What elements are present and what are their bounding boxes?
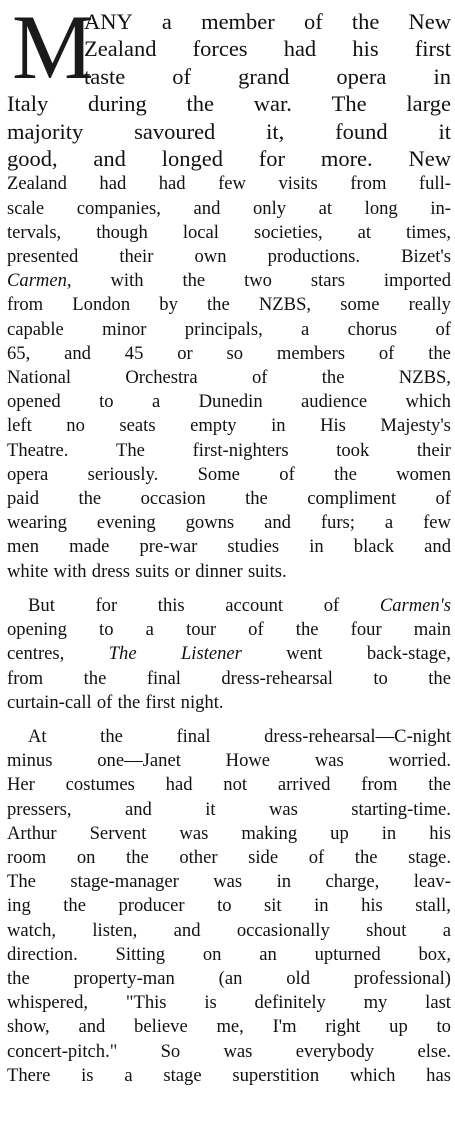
text-line: direction. Sitting on an upturned box, — [7, 943, 451, 965]
text-line: There is a stage superstition which has — [7, 1064, 451, 1086]
text-line: room on the other side of the stage. — [7, 846, 451, 868]
text-line: Zealand had had few visits from full- — [7, 173, 451, 195]
text-line: Arthur Servent was making up in his — [7, 822, 451, 844]
text-line: whispered, "This is definitely my last — [7, 992, 451, 1014]
text-line: white with dress suits or dinner suits. — [7, 560, 287, 582]
text-line: Zealand forces had his first — [84, 36, 451, 62]
text-line: Theatre. The first-nighters took their — [7, 439, 451, 461]
text-line: men made pre-war studies in black and — [7, 536, 451, 558]
text-line: from the final dress-rehearsal to the — [7, 667, 451, 689]
text-line: 65, and 45 or so members of the — [7, 342, 451, 364]
text-line: majority savoured it, found it — [7, 118, 451, 144]
article-lead — [7, 0, 451, 172]
text-line: presented their own productions. Bizet's — [7, 246, 451, 268]
paragraph-1 — [7, 172, 451, 583]
paragraph-2 — [7, 594, 451, 715]
text-line: The stage-manager was in charge, leav- — [7, 871, 451, 893]
text-line: tervals, though local societies, at times, — [7, 221, 451, 243]
text-line: good, and longed for more. New — [7, 146, 451, 172]
text-line: National Orchestra of the NZBS, — [7, 367, 451, 389]
text-line: opened to a Dunedin audience which — [7, 391, 451, 413]
text-line: opening to a tour of the four main — [7, 619, 451, 641]
text-line: ANY a member of the New — [84, 9, 451, 34]
text-line: minus one—Janet Howe was worried. — [7, 750, 451, 772]
text-line: left no seats empty in His Majesty's — [7, 415, 451, 437]
text-line: pressers, and it was starting-time. — [7, 798, 451, 820]
text-line: wearing evening gowns and furs; a few — [7, 512, 451, 534]
text-line: capable minor principals, a chorus of — [7, 318, 451, 340]
text-line: concert-pitch." So was everybody else. — [7, 1040, 451, 1062]
text-line: from London by the NZBS, some really — [7, 294, 451, 316]
text-line: Carmen, with the two stars imported — [7, 270, 451, 292]
text-line: centres, The Listener went back-stage, — [7, 643, 451, 665]
text-line: show, and believe me, I'm right up to — [7, 1016, 451, 1038]
text-line: Her costumes had not arrived from the — [7, 774, 451, 796]
text-line: paid the occasion the compliment of — [7, 488, 451, 510]
text-line: scale companies, and only at long in- — [7, 197, 451, 219]
paragraph-3 — [7, 725, 451, 1088]
text-line: Italy during the war. The large — [7, 91, 451, 117]
text-line: But for this account of Carmen's — [28, 594, 451, 616]
text-line: watch, listen, and occasionally shout a — [7, 919, 451, 941]
text-line: At the final dress-rehearsal—C-night — [28, 725, 451, 747]
text-line: taste of grand opera in — [84, 63, 451, 89]
text-line: curtain-call of the first night. — [7, 691, 224, 713]
drop-cap-letter: M — [12, 0, 94, 98]
text-line: ing the producer to sit in his stall, — [7, 895, 451, 917]
text-line: opera seriously. Some of the women — [7, 463, 451, 485]
text-line: the property-man (an old professional) — [7, 967, 451, 989]
